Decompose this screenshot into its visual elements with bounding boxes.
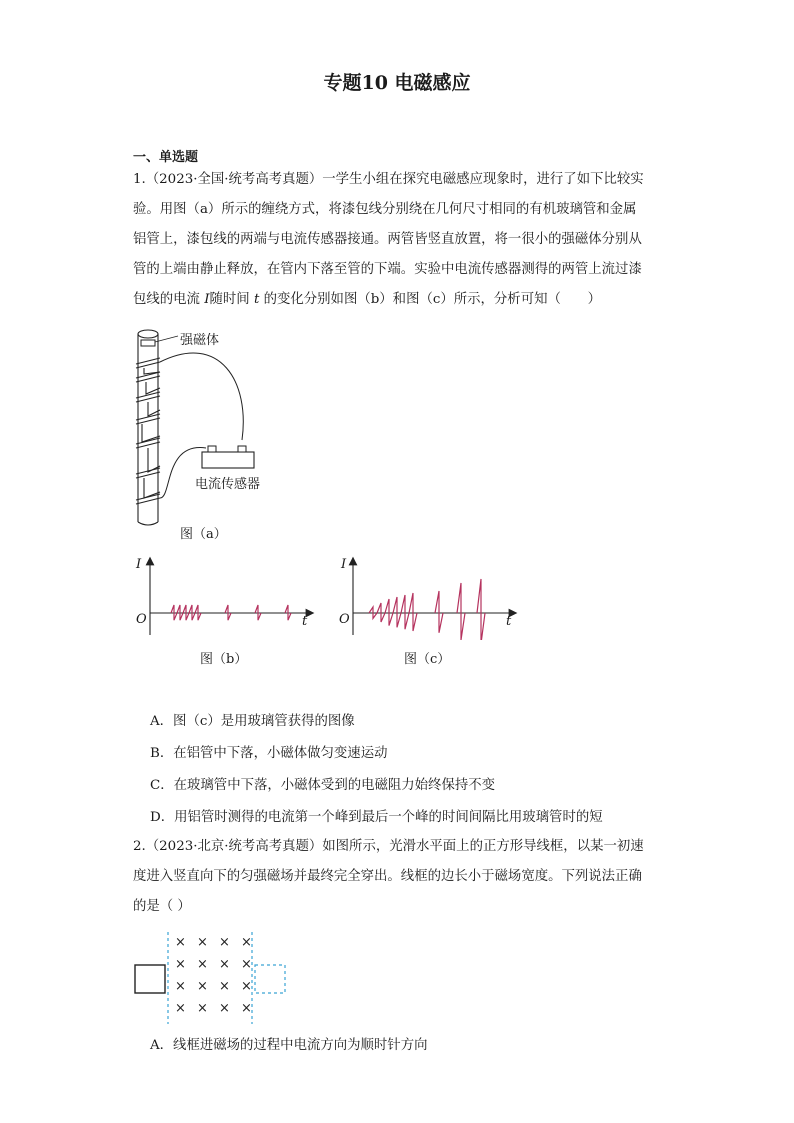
field-cross-mark: × xyxy=(197,1001,208,1016)
strong-magnet xyxy=(141,340,155,346)
figure-c-pulse xyxy=(435,591,443,633)
figure-c-current-curve xyxy=(369,579,485,640)
q2-line-3: 的是（ ） xyxy=(133,899,191,914)
coil-windings xyxy=(136,358,160,504)
q1-line-2: 验。用图（a）所示的缠绕方式，将漆包线分别绕在几何尺寸相同的有机玻璃管和金属 xyxy=(133,202,637,217)
figure-c-pulse xyxy=(457,583,465,640)
field-cross-mark: × xyxy=(175,957,186,972)
section-heading: 一、单选题 xyxy=(133,150,199,165)
magnet-label: 强磁体 xyxy=(180,333,220,348)
figure-c-axis-t: t xyxy=(506,614,512,629)
q1-line-4: 管的上端由静止释放，在管内下落至管的下端。实验中电流传感器测得的两管上流过漆 xyxy=(133,262,642,277)
field-cross-mark: × xyxy=(219,979,230,994)
sensor-label: 电流传感器 xyxy=(195,477,261,492)
question-1-text xyxy=(133,165,673,315)
field-cross-mark: × xyxy=(197,979,208,994)
field-cross-mark: × xyxy=(241,957,252,972)
q1-option-a[interactable]: A．图（c）是用玻璃管获得的图像 xyxy=(150,714,355,729)
figure-c-pulse xyxy=(385,599,393,626)
field-cross-mark: × xyxy=(241,935,252,950)
field-cross-mark: × xyxy=(197,957,208,972)
page-title: 专题10 电磁感应 xyxy=(323,72,471,94)
tube-bottom xyxy=(138,522,158,525)
q1-line-5: 包线的电流 I随时间 t 的变化分别如图（b）和图（c）所示，分析可知（ ） xyxy=(133,292,602,307)
field-cross-mark: × xyxy=(219,935,230,950)
question-2-text xyxy=(133,832,673,922)
field-cross-mark: × xyxy=(219,957,230,972)
figure-b-graph xyxy=(130,555,315,640)
field-cross-mark: × xyxy=(241,979,252,994)
q1-line-1: 1.（2023·全国·统考高考真题）一学生小组在探究电磁感应现象时，进行了如下比较实 xyxy=(133,172,644,187)
q1-option-d[interactable]: D．用铝管时测得的电流第一个峰到最后一个峰的时间间隔比用玻璃管时的短 xyxy=(150,810,603,825)
tube-top-rim xyxy=(138,330,158,338)
figure-c-axis-I: I xyxy=(341,557,347,572)
coil-wire-top xyxy=(160,353,243,440)
figure-a-caption: 图（a） xyxy=(180,527,227,542)
figure-a-tube-diagram xyxy=(120,322,300,542)
q2-line-2: 度进入竖直向下的匀强磁场并最终完全穿出。线框的边长小于磁场宽度。下列说法正确 xyxy=(133,869,642,884)
figure-b-axis-t: t xyxy=(302,614,308,629)
field-marks xyxy=(175,935,252,1016)
field-cross-mark: × xyxy=(241,1001,252,1016)
figure-c-graph xyxy=(333,555,518,640)
figure-c-origin: O xyxy=(339,612,350,627)
figure-b-origin: O xyxy=(136,612,147,627)
figure-magnetic-field xyxy=(130,928,300,1028)
square-wire-loop xyxy=(135,965,165,993)
figure-c-pulse xyxy=(409,593,417,631)
figure-b-axis-I: I xyxy=(136,557,142,572)
field-cross-mark: × xyxy=(197,935,208,950)
loop-exit-position xyxy=(255,965,285,993)
field-cross-mark: × xyxy=(175,979,186,994)
current-sensor-box xyxy=(202,452,254,468)
sensor-terminal-right xyxy=(238,446,246,452)
figure-b-caption: 图（b） xyxy=(200,652,248,667)
q1-line-3: 铝管上，漆包线的两端与电流传感器接通。两管皆竖直放置，将一很小的强磁体分别从 xyxy=(133,232,642,247)
field-cross-mark: × xyxy=(219,1001,230,1016)
q2-line-1: 2.（2023·北京·统考高考真题）如图所示，光滑水平面上的正方形导线框，以某一初速 xyxy=(133,839,644,854)
field-cross-mark: × xyxy=(175,1001,186,1016)
figure-c-pulse xyxy=(477,579,485,640)
q2-option-a[interactable]: A．线框进磁场的过程中电流方向为顺时针方向 xyxy=(150,1038,428,1053)
figure-c-pulse xyxy=(393,597,401,627)
field-cross-mark: × xyxy=(175,935,186,950)
q1-option-b[interactable]: B．在铝管中下落，小磁体做匀变速运动 xyxy=(150,746,388,761)
sensor-terminal-left xyxy=(208,446,216,452)
figure-c-pulse xyxy=(401,595,409,629)
figure-c-caption: 图（c） xyxy=(404,652,451,667)
q1-option-c[interactable]: C．在玻璃管中下落，小磁体受到的电磁阻力始终保持不变 xyxy=(150,778,496,793)
